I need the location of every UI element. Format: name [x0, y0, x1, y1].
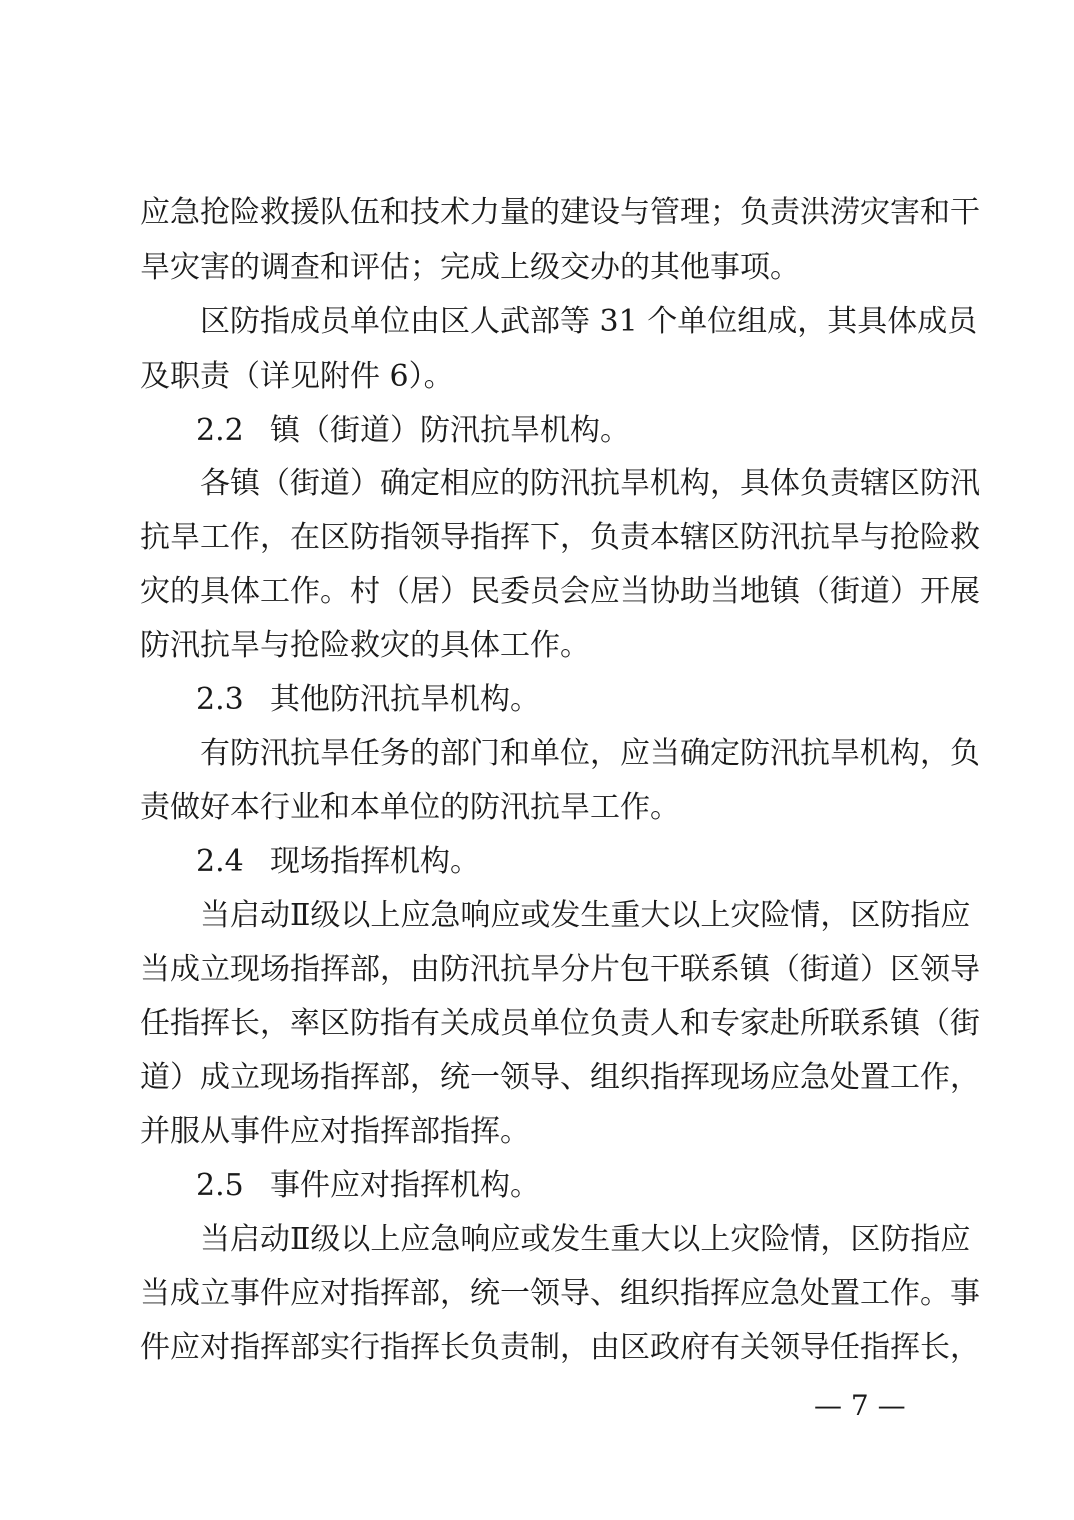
section-number: 2.2	[196, 413, 244, 448]
section-number: 2.4	[196, 844, 244, 879]
body-text-line: 件应对指挥部实行指挥长负责制，由区政府有关领导任指挥长，	[140, 1330, 980, 1365]
body-text-line: 道）成立现场指挥部，统一领导、组织指挥现场应急处置工作，	[140, 1060, 980, 1095]
section-heading-2-3	[196, 680, 540, 720]
body-text-line: 灾的具体工作。村（居）民委员会应当协助当地镇（街道）开展	[140, 574, 980, 609]
body-text-line: 当启动Ⅱ级以上应急响应或发生重大以上灾险情，区防指应	[200, 1222, 971, 1257]
body-text-line: 当成立事件应对指挥部，统一领导、组织指挥应急处置工作。事	[140, 1276, 980, 1311]
body-text-line: 各镇（街道）确定相应的防汛抗旱机构，具体负责辖区防汛	[200, 466, 980, 501]
body-text-line: 防汛抗旱与抢险救灾的具体工作。	[140, 628, 590, 663]
section-heading-2-4	[196, 842, 480, 882]
body-text-line: 旱灾害的调查和评估；完成上级交办的其他事项。	[140, 250, 800, 285]
section-title: 其他防汛抗旱机构。	[270, 682, 540, 717]
body-text-line: 任指挥长，率区防指有关成员单位负责人和专家赴所联系镇（街	[140, 1006, 980, 1041]
body-text-line: 及职责（详见附件 6）。	[140, 359, 454, 394]
section-heading-2-2	[196, 411, 630, 451]
body-text-line: 当成立现场指挥部，由防汛抗旱分片包干联系镇（街道）区领导	[140, 952, 980, 987]
section-heading-2-5	[196, 1166, 540, 1206]
page-number: — 7 —	[814, 1389, 906, 1422]
body-text-line: 并服从事件应对指挥部指挥。	[140, 1114, 530, 1149]
body-text-line: 区防指成员单位由区人武部等 31 个单位组成，其具体成员	[200, 304, 978, 339]
section-title: 现场指挥机构。	[270, 844, 480, 879]
body-text-line: 有防汛抗旱任务的部门和单位，应当确定防汛抗旱机构，负	[200, 736, 980, 771]
body-text-line: 当启动Ⅱ级以上应急响应或发生重大以上灾险情，区防指应	[200, 898, 971, 933]
section-title: 镇（街道）防汛抗旱机构。	[270, 413, 630, 448]
section-number: 2.5	[196, 1168, 244, 1203]
section-number: 2.3	[196, 682, 244, 717]
body-text-line: 抗旱工作，在区防指领导指挥下，负责本辖区防汛抗旱与抢险救	[140, 520, 980, 555]
body-text-line: 应急抢险救援队伍和技术力量的建设与管理；负责洪涝灾害和干	[140, 195, 980, 230]
body-text-line: 责做好本行业和本单位的防汛抗旱工作。	[140, 790, 680, 825]
section-title: 事件应对指挥机构。	[270, 1168, 540, 1203]
